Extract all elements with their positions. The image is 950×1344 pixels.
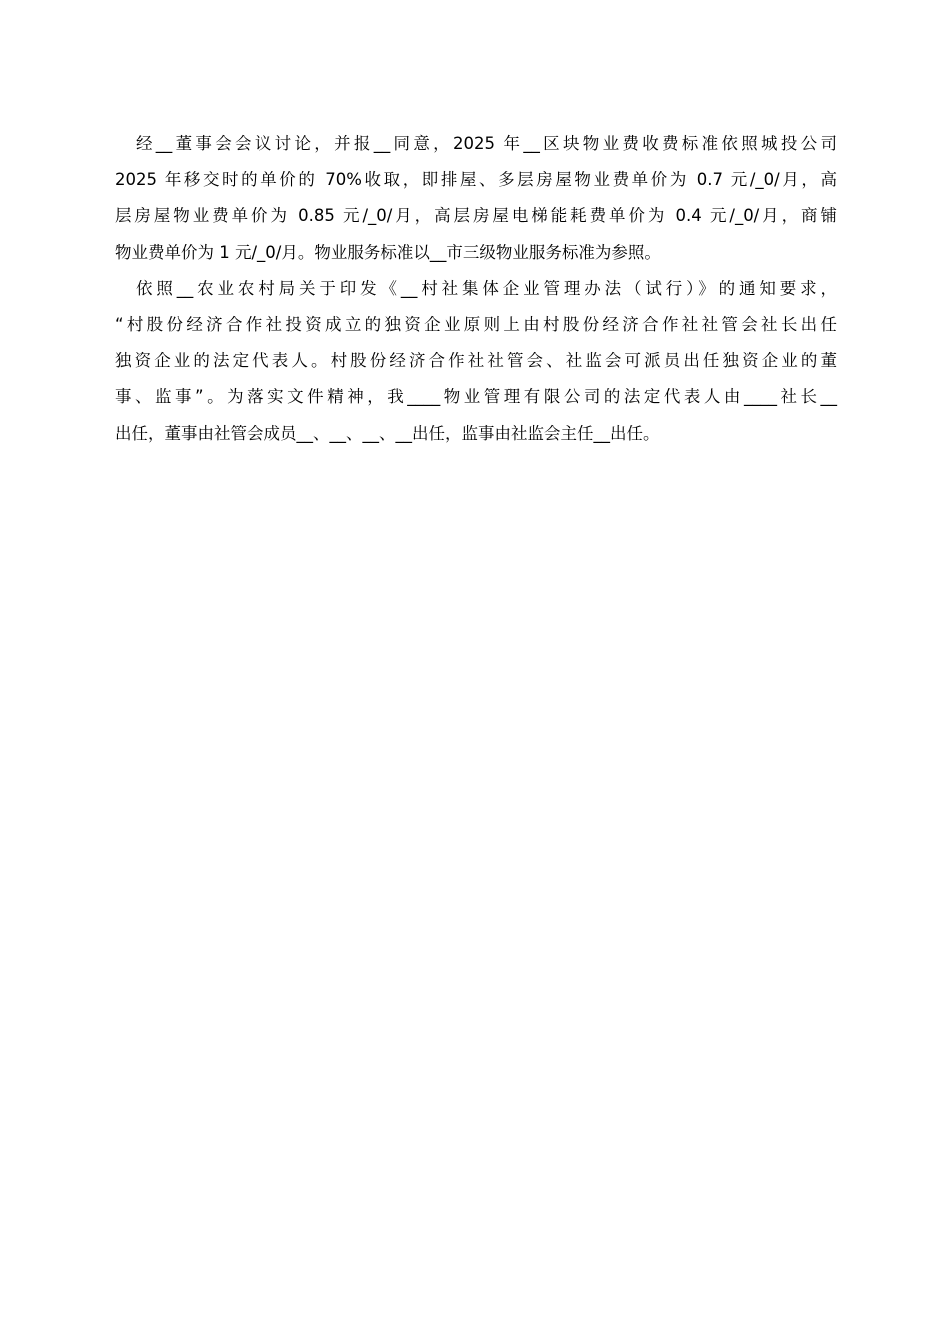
paragraph-property-fee <box>115 126 837 271</box>
paragraph-line: 经__董事会会议讨论，并报__同意，2025 年__区块物业费收费标准依照城投公司 <box>136 134 837 153</box>
document-body <box>115 126 837 452</box>
paragraph-line: 层房屋物业费单价为 0.85 元/_0/月，高层房屋电梯能耗费单价为 0.4 元/_0/月，商铺 <box>115 206 837 226</box>
paragraph-line: 独资企业的法定代表人。村股份经济合作社社管会、社监会可派员出任独资企业的董 <box>115 351 837 371</box>
paragraph-line: 事、监事”。为落实文件精神，我____物业管理有限公司的法定代表人由____社长__ <box>115 387 837 407</box>
paragraph-line: 依照__农业农村局关于印发《__村社集体企业管理办法（试行）》的通知要求， <box>136 278 837 298</box>
paragraph-line: 2025 年移交时的单价的 70%收取，即排屋、多层房屋物业费单价为 0.7 元/_0/月，高 <box>115 170 837 190</box>
paragraph-line: 物业费单价为 1 元/_0/月。物业服务标准以__市三级物业服务标准为参照。 <box>115 242 661 262</box>
paragraph-legal-representative <box>115 271 837 452</box>
paragraph-line: 出任，董事由社管会成员__、__、__、__出任，监事由社监会主任__出任。 <box>115 423 660 443</box>
paragraph-line: “村股份经济合作社投资成立的独资企业原则上由村股份经济合作社社管会社长出任 <box>115 314 837 334</box>
